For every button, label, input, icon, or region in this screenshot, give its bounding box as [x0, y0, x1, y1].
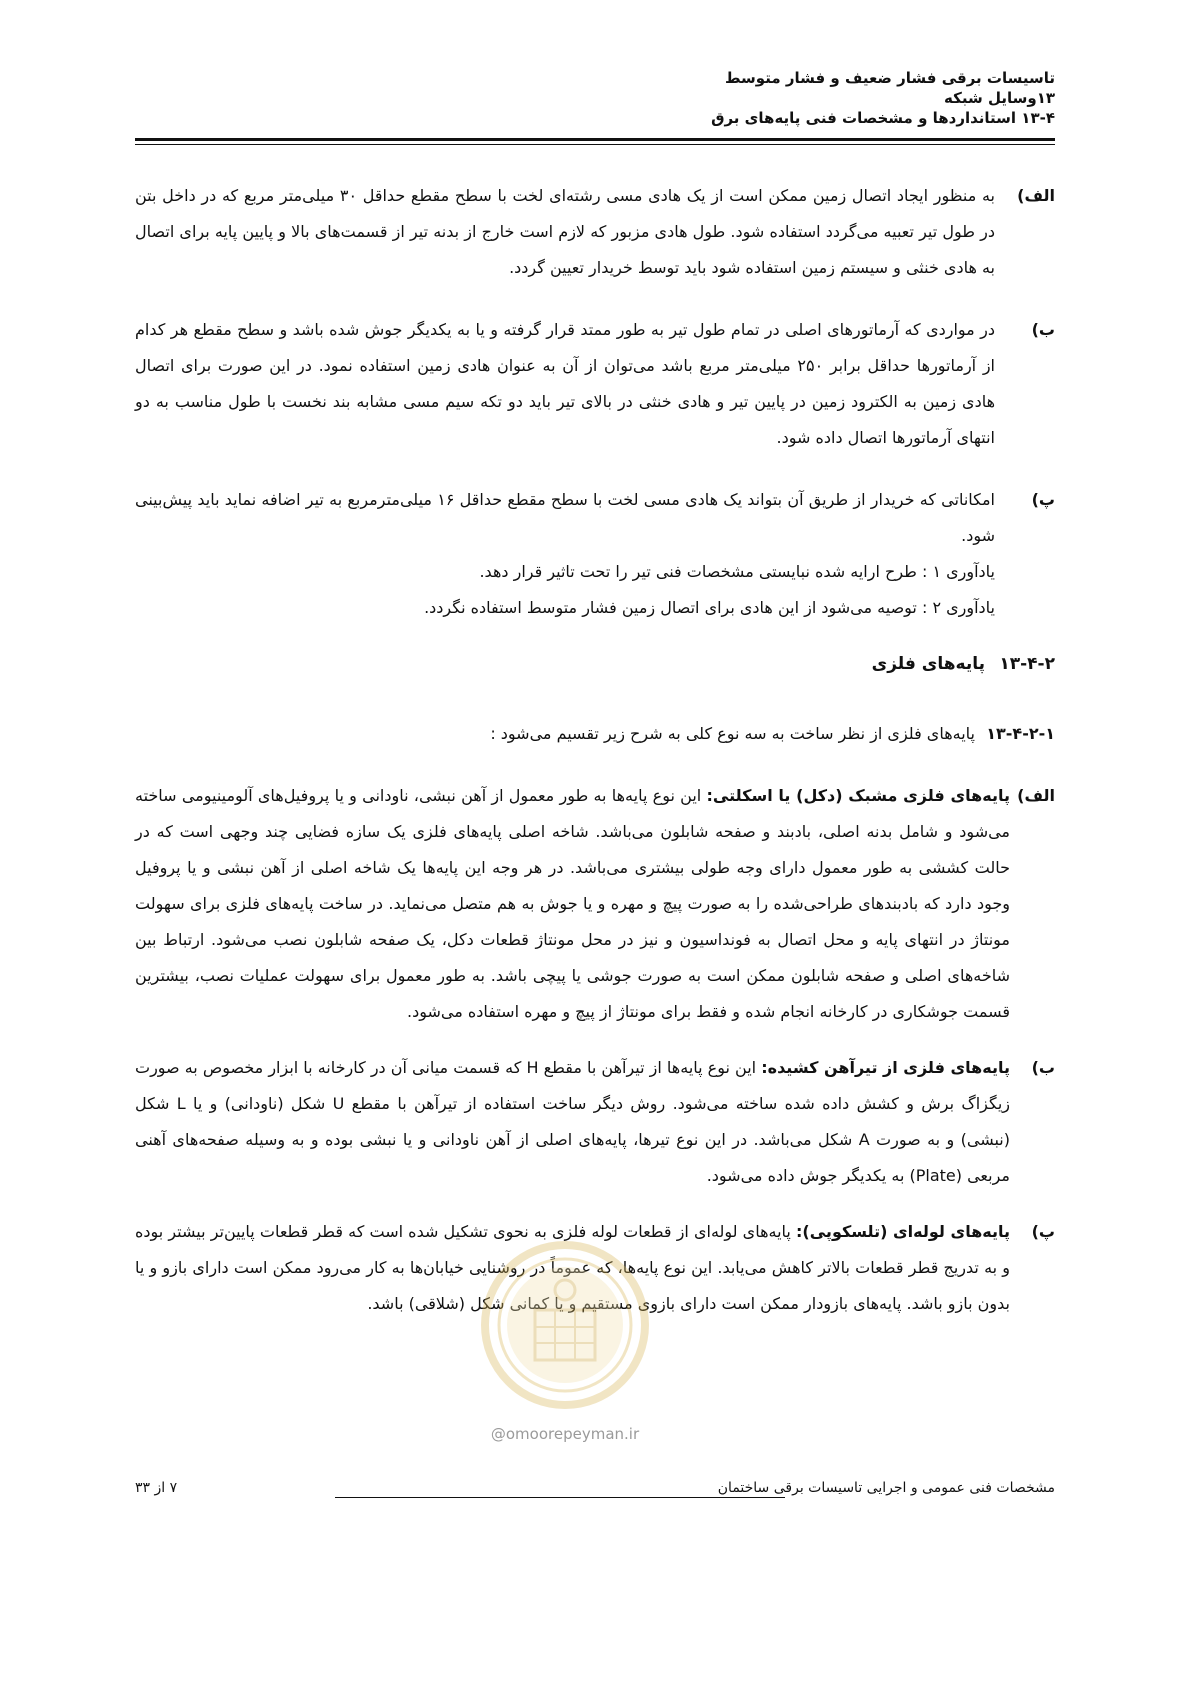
subsection-text: پایه‌های فلزی از نظر ساخت به سه نوع کلی به شرح زیر تقسیم می‌شود :: [490, 724, 975, 743]
footer-rule: [335, 1497, 785, 1498]
section-number: ۱۳-۴-۲: [999, 654, 1055, 674]
item-title: پایه‌های لوله‌ای (تلسکوپی):: [796, 1222, 1011, 1241]
grounding-item-be: [135, 312, 1055, 456]
page-number: ۷ از ۳۳: [135, 1480, 178, 1496]
item-mark: الف): [1017, 786, 1055, 805]
item-title: پایه‌های فلزی از تیرآهن کشیده:: [761, 1058, 1010, 1077]
type-item-pe: [135, 1214, 1055, 1322]
item-mark: ب): [1031, 320, 1055, 339]
item-mark: الف): [1017, 186, 1055, 205]
item-title: پایه‌های فلزی مشبک (دکل) یا اسکلتی:: [706, 786, 1010, 805]
type-item-alef: [135, 778, 1055, 1030]
item-mark: پ): [1031, 1222, 1055, 1241]
grounding-item-pe: [135, 482, 1055, 626]
note-1: یادآوری ۱ : طرح ارایه شده نبایستی مشخصات فنی تیر را تحت تاثیر قرار دهد.: [479, 562, 995, 581]
section-title: پایه‌های فلزی: [871, 654, 985, 674]
item-text: این نوع پایه‌ها از تیرآهن با مقطع H که قسمت میانی آن در کارخانه با ابزار مخصوص به صورت زیگزاگ برش و کشش داده شده ساخته می‌شود. روش دیگر ساخت استفاده از تیرآهن با مقطع U شکل (ناودانی) و یا L شکل (نبشی) و به صورت A شکل می‌باشد. در این نوع تیرها، پایه‌های اصلی از آهن ناودانی و یا نبشی بوده و به وسیله صفحه‌های آهنی مربعی (Plate) به یکدیگر جوش داده می‌شود.: [135, 1058, 1011, 1185]
item-text: این نوع پایه‌ها به طور معمول از آهن نبشی، ناودانی و یا پروفیل‌های آلومینیومی ساخته می‌شود و شامل بدنه اصلی، بادبند و صفحه شابلون می‌باشد. شاخه اصلی پایه‌های فلزی یک سازه فضایی چند وجهی است که در حالت کششی به طور معمول دارای وجه طولی بیشتری می‌باشد. در هر وجه این پایه‌ها یک شاخه اصلی از آهن نبشی و یا پروفیل وجود دارد که بادبندهای طراحی‌شده را به صورت پیچ و مهره و یا جوش به هم متصل می‌نماید. در ساخت پایه‌های فلزی برای سهولت مونتاژ در انتهای پایه و محل اتصال به فونداسیون و نیز در محل مونتاژ قطعات دکل، یک صفحه شابلون نصب می‌شود. ارتباط بین شاخه‌های اصلی و صفحه شابلون ممکن است به صورت جوشی یا پیچی باشد. به طور معمول برای سهولت عملیات نصب، بیشترین قسمت جوشکاری در کارخانه انجام شده و فقط برای مونتاژ از پیچ و مهره استفاده می‌شود.: [135, 786, 1010, 1021]
header-rule-thick: [135, 138, 1055, 141]
item-text: پایه‌های لوله‌ای از قطعات لوله فلزی به نحوی تشکیل شده است که قطر قطعات پایین‌تر بیشتر بوده و به تدریج قطر قطعات بالاتر کاهش می‌یابد. این نوع پایه‌ها، که عموماً در روشنایی خیابان‌ها به کار می‌رود ممکن است دارای بازو و یا بدون بازو باشد. پایه‌های بازودار ممکن است دارای بازوی مستقیم و یا کمانی شکل (شلاقی) باشد.: [135, 1222, 1010, 1313]
grounding-item-alef: [135, 178, 1055, 286]
subsection-number: ۱۳-۴-۲-۱: [986, 724, 1055, 743]
header-line-1: تاسیسات برقی فشار ضعیف و فشار متوسط: [724, 69, 1055, 87]
subsection-heading: [135, 716, 1055, 752]
item-mark: پ): [1031, 490, 1055, 509]
page-header: [135, 68, 1055, 128]
item-text: به منظور ایجاد اتصال زمین ممکن است از یک هادی مسی رشته‌ای لخت با سطح مقطع حداقل ۳۰ میلی‌متر مربع که در داخل بتن در طول تیر تعبیه می‌گردد استفاده شود. طول هادی مزبور که لازم است خارج از بدنه تیر از قسمت‌های بالا و پایین پایه برای اتصال به هادی خنثی و سیستم زمین استفاده شود باید توسط خریدار تعیین گردد.: [135, 186, 995, 277]
page-footer: [135, 1480, 1055, 1504]
header-line-3: ۱۳-۴ استانداردها و مشخصات فنی پایه‌های برق: [711, 109, 1055, 127]
header-rule-thin: [135, 144, 1055, 145]
item-text: امکاناتی که خریدار از طریق آن بتواند یک هادی مسی لخت با سطح مقطع حداقل ۱۶ میلی‌مترمربع به تیر اضافه نماید باید پیش‌بینی شود.: [135, 490, 996, 545]
item-mark: ب): [1031, 1058, 1055, 1077]
watermark-site: @omoorepeyman.ir: [490, 1425, 640, 1443]
item-text: در مواردی که آرماتورهای اصلی در تمام طول تیر به طور ممتد قرار گرفته و یا به یکدیگر جوش شده باشد و سطح مقطع هر کدام از آرماتورها حداقل برابر ۲۵۰ میلی‌متر مربع باشد می‌توان از آن به عنوان هادی زمین استفاده نمود. در این صورت برای اتصال هادی زمین به الکترود زمین در پایین تیر و هادی خنثی در بالای تیر باید دو تکه سیم مسی مشابه بند نخست با طول مناسب به دو انتهای آرماتورها اتصال داده شود.: [135, 320, 996, 447]
main-content: [135, 178, 1055, 1322]
section-heading: [135, 646, 1055, 682]
note-2: یادآوری ۲ : توصیه می‌شود از این هادی برای اتصال زمین فشار متوسط استفاده نگردد.: [424, 598, 995, 617]
footer-title: مشخصات فنی عمومی و اجرایی تاسیسات برقی ساختمان: [717, 1480, 1055, 1496]
header-line-2: ۱۳وسایل شبکه: [944, 89, 1055, 107]
type-item-be: [135, 1050, 1055, 1194]
